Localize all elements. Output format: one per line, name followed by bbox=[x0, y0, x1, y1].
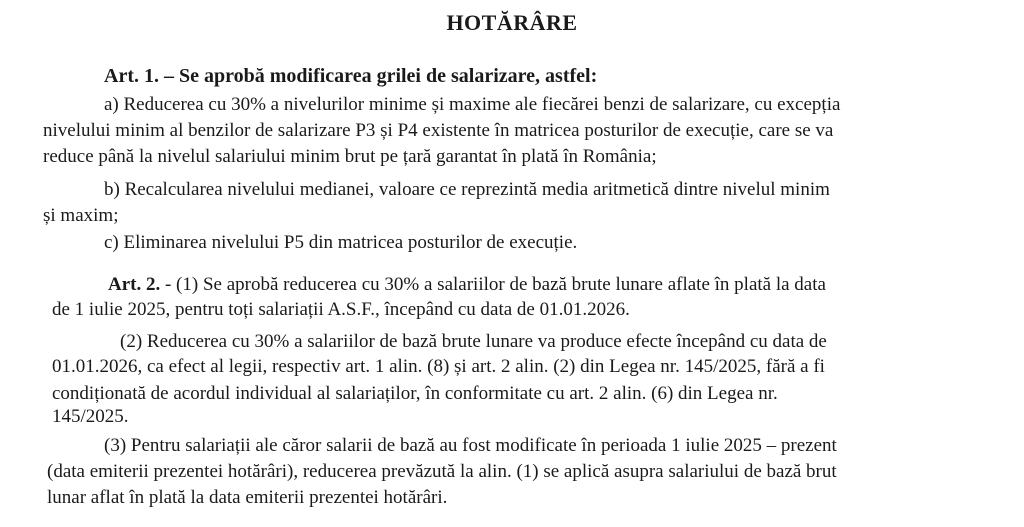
art1-heading: Art. 1. – Se aprobă modificarea grilei de salarizare, astfel: bbox=[104, 65, 598, 87]
art2-p2-line-2: 01.01.2026, ca efect al legii, respectiv art. 1 alin. (8) și art. 2 alin. (2) din Legea nr. 145/2025, fără a fi bbox=[52, 356, 825, 377]
page-title: HOTĂRÂRE bbox=[446, 10, 578, 35]
art2-p1-line-2: de 1 iulie 2025, pentru toți salariații A.S.F., începând cu data de 01.01.2026. bbox=[52, 299, 630, 320]
art1-c-line-1: c) Eliminarea nivelului P5 din matricea posturilor de execuție. bbox=[104, 232, 578, 253]
art1-b-line-2: și maxim; bbox=[43, 205, 119, 226]
art1-a-line-3: reduce până la nivelul salariului minim brut pe țară garantat în plată în România; bbox=[43, 146, 657, 167]
art1-a-line-2: nivelului minim al benzilor de salarizare P3 și P4 existente în matricea posturilor de execuție, care se va bbox=[43, 120, 834, 141]
art2-p3-line-2: (data emiterii prezentei hotărâri), reducerea prevăzută la alin. (1) se aplică asupra salariului de bază brut bbox=[47, 461, 837, 482]
art2-p2-line-4: 145/2025. bbox=[52, 406, 129, 427]
art2-p2-line-3: condiționată de acordul individual al salariaților, în conformitate cu art. 2 alin. (6) din Legea nr. bbox=[52, 383, 778, 404]
art2-p1-first-rest: - (1) Se aprobă reducerea cu 30% a salariilor de bază brute lunare aflate în plată la data bbox=[160, 274, 826, 295]
art1-b-line-1: b) Recalcularea nivelului medianei, valoare ce reprezintă media aritmetică dintre nivelul minim bbox=[104, 179, 830, 200]
art2-p1-line-1 bbox=[108, 273, 826, 297]
art2-p3-line-1: (3) Pentru salariații ale căror salarii de bază au fost modificate în perioada 1 iulie 2025 – prezent bbox=[104, 435, 837, 456]
art2-p2-line-1: (2) Reducerea cu 30% a salariilor de bază brute lunare va produce efecte începând cu data de bbox=[120, 331, 827, 352]
art1-a-line-1: a) Reducerea cu 30% a nivelurilor minime și maxime ale fiecărei benzi de salarizare, cu excepția bbox=[104, 94, 841, 115]
art2-heading: Art. 2. bbox=[108, 274, 161, 295]
art2-p3-line-3: lunar aflat în plată la data emiterii prezentei hotărâri. bbox=[47, 487, 448, 508]
